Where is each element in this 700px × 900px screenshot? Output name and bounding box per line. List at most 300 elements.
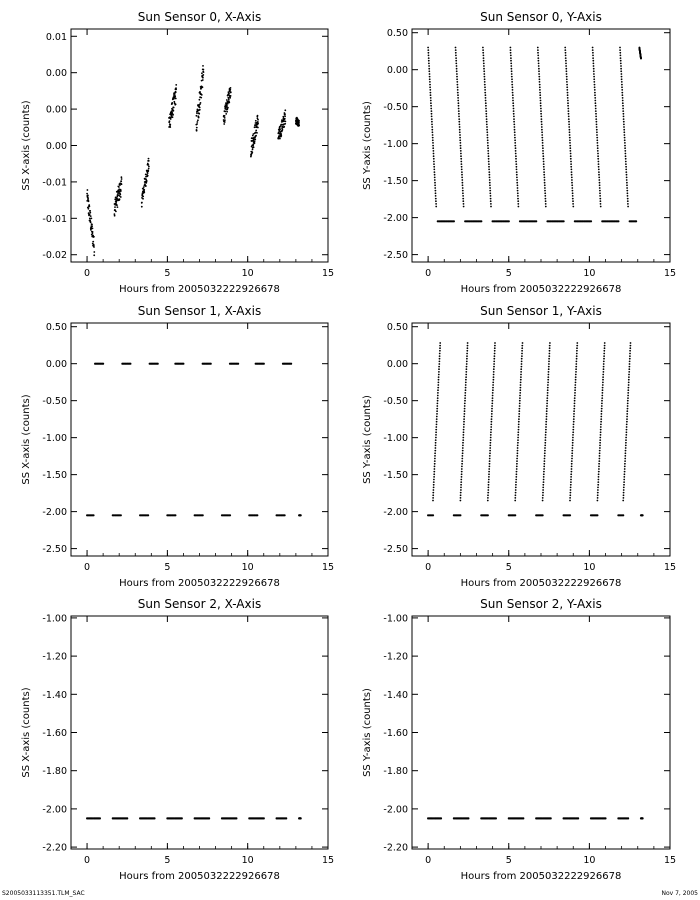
data-point <box>544 190 546 192</box>
data-point <box>462 182 464 184</box>
y-tick-label: -1.80 <box>42 766 67 778</box>
data-point <box>535 220 537 222</box>
data-point <box>567 105 569 107</box>
y-tick-label: -0.50 <box>383 102 408 114</box>
data-point <box>593 63 595 65</box>
data-point <box>543 476 545 478</box>
data-point <box>464 408 466 410</box>
data-point <box>432 145 434 147</box>
y-tick-label: -2.20 <box>42 842 67 854</box>
data-point <box>491 408 493 410</box>
data-point <box>594 89 596 91</box>
data-point <box>489 466 491 468</box>
data-point <box>465 389 467 391</box>
data-point <box>600 431 602 433</box>
data-point <box>437 387 439 389</box>
data-point <box>461 463 463 465</box>
data-point <box>428 65 430 67</box>
data-point <box>628 371 630 373</box>
data-point <box>599 445 601 447</box>
data-point <box>544 450 546 452</box>
data-point <box>485 102 487 104</box>
data-point <box>537 47 539 49</box>
data-point <box>433 158 435 160</box>
data-point <box>597 150 599 152</box>
x-tick-label: 15 <box>663 268 677 279</box>
data-point <box>548 355 550 357</box>
data-point <box>601 403 603 405</box>
data-point <box>431 121 433 123</box>
data-point <box>517 203 519 205</box>
data-point <box>237 363 239 365</box>
data-point <box>570 150 572 152</box>
y-tick-label: -2.50 <box>383 544 408 556</box>
data-point <box>463 429 465 431</box>
data-point <box>575 368 577 370</box>
data-point <box>120 190 122 192</box>
data-point <box>566 86 568 88</box>
data-point <box>600 424 602 426</box>
data-point <box>436 421 438 423</box>
data-point <box>540 116 542 118</box>
data-point <box>515 153 517 155</box>
data-point <box>625 163 627 165</box>
data-point <box>598 163 600 165</box>
data-point <box>516 171 518 173</box>
data-point <box>228 92 230 94</box>
data-point <box>488 155 490 157</box>
data-point <box>517 447 519 449</box>
data-point <box>517 195 519 197</box>
data-point <box>570 484 572 486</box>
data-point <box>157 363 159 365</box>
data-point <box>599 447 601 449</box>
data-point <box>514 139 516 141</box>
data-point <box>433 489 435 491</box>
data-point <box>515 484 517 486</box>
data-point <box>467 347 469 349</box>
data-point <box>515 494 517 496</box>
data-point <box>540 113 542 115</box>
data-point <box>438 366 440 368</box>
data-point <box>461 163 463 165</box>
data-point <box>460 158 462 160</box>
data-point <box>598 179 600 181</box>
data-point <box>543 166 545 168</box>
data-point <box>463 421 465 423</box>
data-point <box>601 395 603 397</box>
data-point <box>435 429 437 431</box>
data-point <box>433 153 435 155</box>
data-point <box>603 350 605 352</box>
y-tick-label: -2.00 <box>383 804 408 816</box>
data-point <box>598 169 600 171</box>
data-point <box>602 374 604 376</box>
y-tick-label: 0.00 <box>45 104 67 116</box>
data-point <box>464 413 466 415</box>
data-point <box>537 55 539 57</box>
data-point <box>516 179 518 181</box>
data-point <box>462 447 464 449</box>
data-point <box>543 171 545 173</box>
data-point <box>460 161 462 163</box>
data-point <box>547 395 549 397</box>
data-point <box>148 160 150 162</box>
data-point <box>623 476 625 478</box>
data-point <box>147 514 149 516</box>
data-point <box>488 479 490 481</box>
data-point <box>543 466 545 468</box>
data-point <box>466 366 468 368</box>
data-point <box>626 177 628 179</box>
data-point <box>464 410 466 412</box>
x-tick-label: 10 <box>241 268 254 279</box>
data-point <box>196 121 198 123</box>
y-tick-label: -1.00 <box>383 613 408 625</box>
data-point <box>438 382 440 384</box>
data-series <box>86 817 302 819</box>
data-point <box>437 397 439 399</box>
data-point <box>254 137 256 139</box>
data-point <box>121 176 123 178</box>
data-point <box>627 400 629 402</box>
data-point <box>598 471 600 473</box>
data-point <box>629 361 631 363</box>
y-tick-label: -1.40 <box>42 689 67 701</box>
data-point <box>602 392 604 394</box>
data-point <box>576 342 578 344</box>
data-point <box>597 147 599 149</box>
data-point <box>621 81 623 83</box>
data-point <box>573 424 575 426</box>
data-point <box>129 363 131 365</box>
data-point <box>141 202 143 204</box>
data-point <box>87 189 89 191</box>
data-point <box>511 81 513 83</box>
data-point <box>433 479 435 481</box>
data-point <box>598 468 600 470</box>
y-tick-label: -0.01 <box>42 177 67 189</box>
data-point <box>224 111 226 113</box>
x-tick-label: 10 <box>241 855 254 866</box>
data-point <box>596 137 598 139</box>
data-point <box>483 70 485 72</box>
data-point <box>494 345 496 347</box>
data-point <box>434 179 436 181</box>
data-point <box>257 127 259 129</box>
data-point <box>460 484 462 486</box>
data-point <box>623 492 625 494</box>
x-tick-label: 15 <box>663 562 677 573</box>
data-point <box>462 192 464 194</box>
data-point <box>489 460 491 462</box>
data-point <box>621 89 623 91</box>
data-point <box>620 57 622 59</box>
data-point <box>622 514 624 516</box>
data-point <box>460 481 462 483</box>
data-point <box>593 65 595 67</box>
data-point <box>539 97 541 99</box>
data-point <box>542 487 544 489</box>
data-point <box>484 78 486 80</box>
x-axis-label: Hours from 2005032222926678 <box>460 284 622 295</box>
data-point <box>461 458 463 460</box>
data-point <box>492 387 494 389</box>
data-point <box>543 163 545 165</box>
plot-frame <box>71 616 328 849</box>
data-point <box>432 497 434 499</box>
data-point <box>489 182 491 184</box>
data-point <box>620 60 622 62</box>
data-point <box>114 215 116 217</box>
data-point <box>511 70 513 72</box>
data-point <box>491 418 493 420</box>
data-point <box>520 379 522 381</box>
data-point <box>576 355 578 357</box>
data-point <box>279 138 281 140</box>
data-point <box>461 169 463 171</box>
chart-title: Sun Sensor 0, X-Axis <box>137 10 262 24</box>
data-point <box>514 129 516 131</box>
data-point <box>567 92 569 94</box>
data-point <box>175 89 177 91</box>
data-point <box>512 89 514 91</box>
data-point <box>200 102 202 104</box>
data-point <box>572 195 574 197</box>
data-point <box>119 194 121 196</box>
data-point <box>571 466 573 468</box>
data-point <box>538 73 540 75</box>
y-tick-label: -1.60 <box>42 728 67 739</box>
data-point <box>143 191 145 193</box>
data-point <box>225 113 227 115</box>
data-point <box>599 452 601 454</box>
data-point <box>520 371 522 373</box>
data-point <box>461 468 463 470</box>
data-point <box>576 353 578 355</box>
data-point <box>251 151 253 153</box>
data-point <box>437 389 439 391</box>
data-point <box>460 142 462 144</box>
data-point <box>257 115 259 117</box>
data-point <box>490 424 492 426</box>
data-point <box>623 484 625 486</box>
data-point <box>574 403 576 405</box>
data-point <box>298 124 300 126</box>
data-point <box>115 211 117 213</box>
data-point <box>546 397 548 399</box>
data-point <box>428 63 430 65</box>
data-point <box>461 476 463 478</box>
data-point <box>518 421 520 423</box>
data-point <box>623 131 625 133</box>
data-point <box>549 353 551 355</box>
data-point <box>492 400 494 402</box>
data-point <box>623 118 625 120</box>
data-point <box>516 166 518 168</box>
data-point <box>623 121 625 123</box>
data-point <box>224 121 226 123</box>
data-point <box>434 177 436 179</box>
data-point <box>453 220 455 222</box>
data-point <box>116 204 118 206</box>
data-point <box>462 439 464 441</box>
data-point <box>458 118 460 120</box>
data-point <box>539 89 541 91</box>
data-point <box>599 437 601 439</box>
data-point <box>255 120 257 122</box>
data-point <box>485 113 487 115</box>
data-point <box>483 65 485 67</box>
data-point <box>542 489 544 491</box>
data-point <box>627 405 629 407</box>
data-point <box>435 442 437 444</box>
data-point <box>539 94 541 96</box>
data-point <box>515 163 517 165</box>
data-point <box>545 421 547 423</box>
data-point <box>544 179 546 181</box>
data-point <box>203 71 205 73</box>
data-point <box>521 361 523 363</box>
data-point <box>571 174 573 176</box>
data-point <box>200 97 202 99</box>
data-point <box>625 450 627 452</box>
data-point <box>198 117 200 119</box>
x-tick-label: 0 <box>425 562 432 573</box>
data-point <box>455 52 457 54</box>
data-point <box>569 147 571 149</box>
data-point <box>485 97 487 99</box>
data-point <box>460 479 462 481</box>
data-point <box>596 126 598 128</box>
data-point <box>436 416 438 418</box>
data-point <box>486 129 488 131</box>
data-point <box>593 68 595 70</box>
data-point <box>196 130 198 132</box>
data-point <box>620 55 622 57</box>
data-point <box>595 108 597 110</box>
data-point <box>488 487 490 489</box>
data-point <box>592 47 594 49</box>
data-point <box>545 429 547 431</box>
data-point <box>600 421 602 423</box>
data-point <box>566 81 568 83</box>
data-point <box>457 89 459 91</box>
data-point <box>228 98 230 100</box>
data-point <box>182 363 184 365</box>
data-point <box>540 108 542 110</box>
data-point <box>543 473 545 475</box>
data-point <box>492 384 494 386</box>
data-point <box>571 458 573 460</box>
data-point <box>489 187 491 189</box>
data-point <box>604 817 606 819</box>
data-point <box>625 166 627 168</box>
data-point <box>597 489 599 491</box>
data-point <box>434 182 436 184</box>
data-point <box>89 210 91 212</box>
data-point <box>486 116 488 118</box>
data-point <box>517 439 519 441</box>
data-point <box>492 392 494 394</box>
data-point <box>623 113 625 115</box>
data-point <box>544 182 546 184</box>
data-point <box>145 185 147 187</box>
data-point <box>518 206 520 208</box>
y-tick-label: 0.50 <box>386 28 408 40</box>
data-point <box>596 514 598 516</box>
data-point <box>519 389 521 391</box>
data-point <box>538 65 540 67</box>
x-tick-label: 0 <box>425 268 432 279</box>
data-point <box>564 49 566 51</box>
data-point <box>545 200 547 202</box>
data-point <box>629 355 631 357</box>
data-point <box>428 70 430 72</box>
data-point <box>254 141 256 143</box>
data-point <box>514 145 516 147</box>
data-point <box>455 55 457 57</box>
data-point <box>515 487 517 489</box>
data-point <box>484 76 486 78</box>
data-point <box>459 131 461 133</box>
data-point <box>439 347 441 349</box>
data-point <box>622 97 624 99</box>
data-point <box>511 68 513 70</box>
data-point <box>624 466 626 468</box>
data-point <box>603 363 605 365</box>
data-point <box>511 73 513 75</box>
data-point <box>569 137 571 139</box>
chart-panel-5 <box>362 597 676 882</box>
data-point <box>492 397 494 399</box>
data-point <box>93 246 95 248</box>
data-point <box>540 105 542 107</box>
data-point <box>198 113 200 115</box>
data-point <box>574 397 576 399</box>
data-point <box>230 95 232 97</box>
data-point <box>602 376 604 378</box>
data-point <box>92 231 94 233</box>
data-point <box>576 361 578 363</box>
data-point <box>572 198 574 200</box>
data-point <box>568 116 570 118</box>
data-point <box>255 130 257 132</box>
data-point <box>593 70 595 72</box>
data-point <box>257 119 259 121</box>
data-point <box>595 118 597 120</box>
data-point <box>574 400 576 402</box>
data-point <box>521 353 523 355</box>
data-point <box>440 817 442 819</box>
data-point <box>491 421 493 423</box>
data-point <box>467 342 469 344</box>
data-point <box>573 408 575 410</box>
data-point <box>466 353 468 355</box>
data-point <box>519 392 521 394</box>
data-point <box>542 494 544 496</box>
data-point <box>491 410 493 412</box>
data-point <box>461 473 463 475</box>
data-point <box>489 184 491 186</box>
data-point <box>494 350 496 352</box>
data-point <box>224 119 226 121</box>
data-point <box>594 100 596 102</box>
data-point <box>622 500 624 502</box>
data-point <box>572 203 574 205</box>
data-point <box>571 187 573 189</box>
data-point <box>458 113 460 115</box>
